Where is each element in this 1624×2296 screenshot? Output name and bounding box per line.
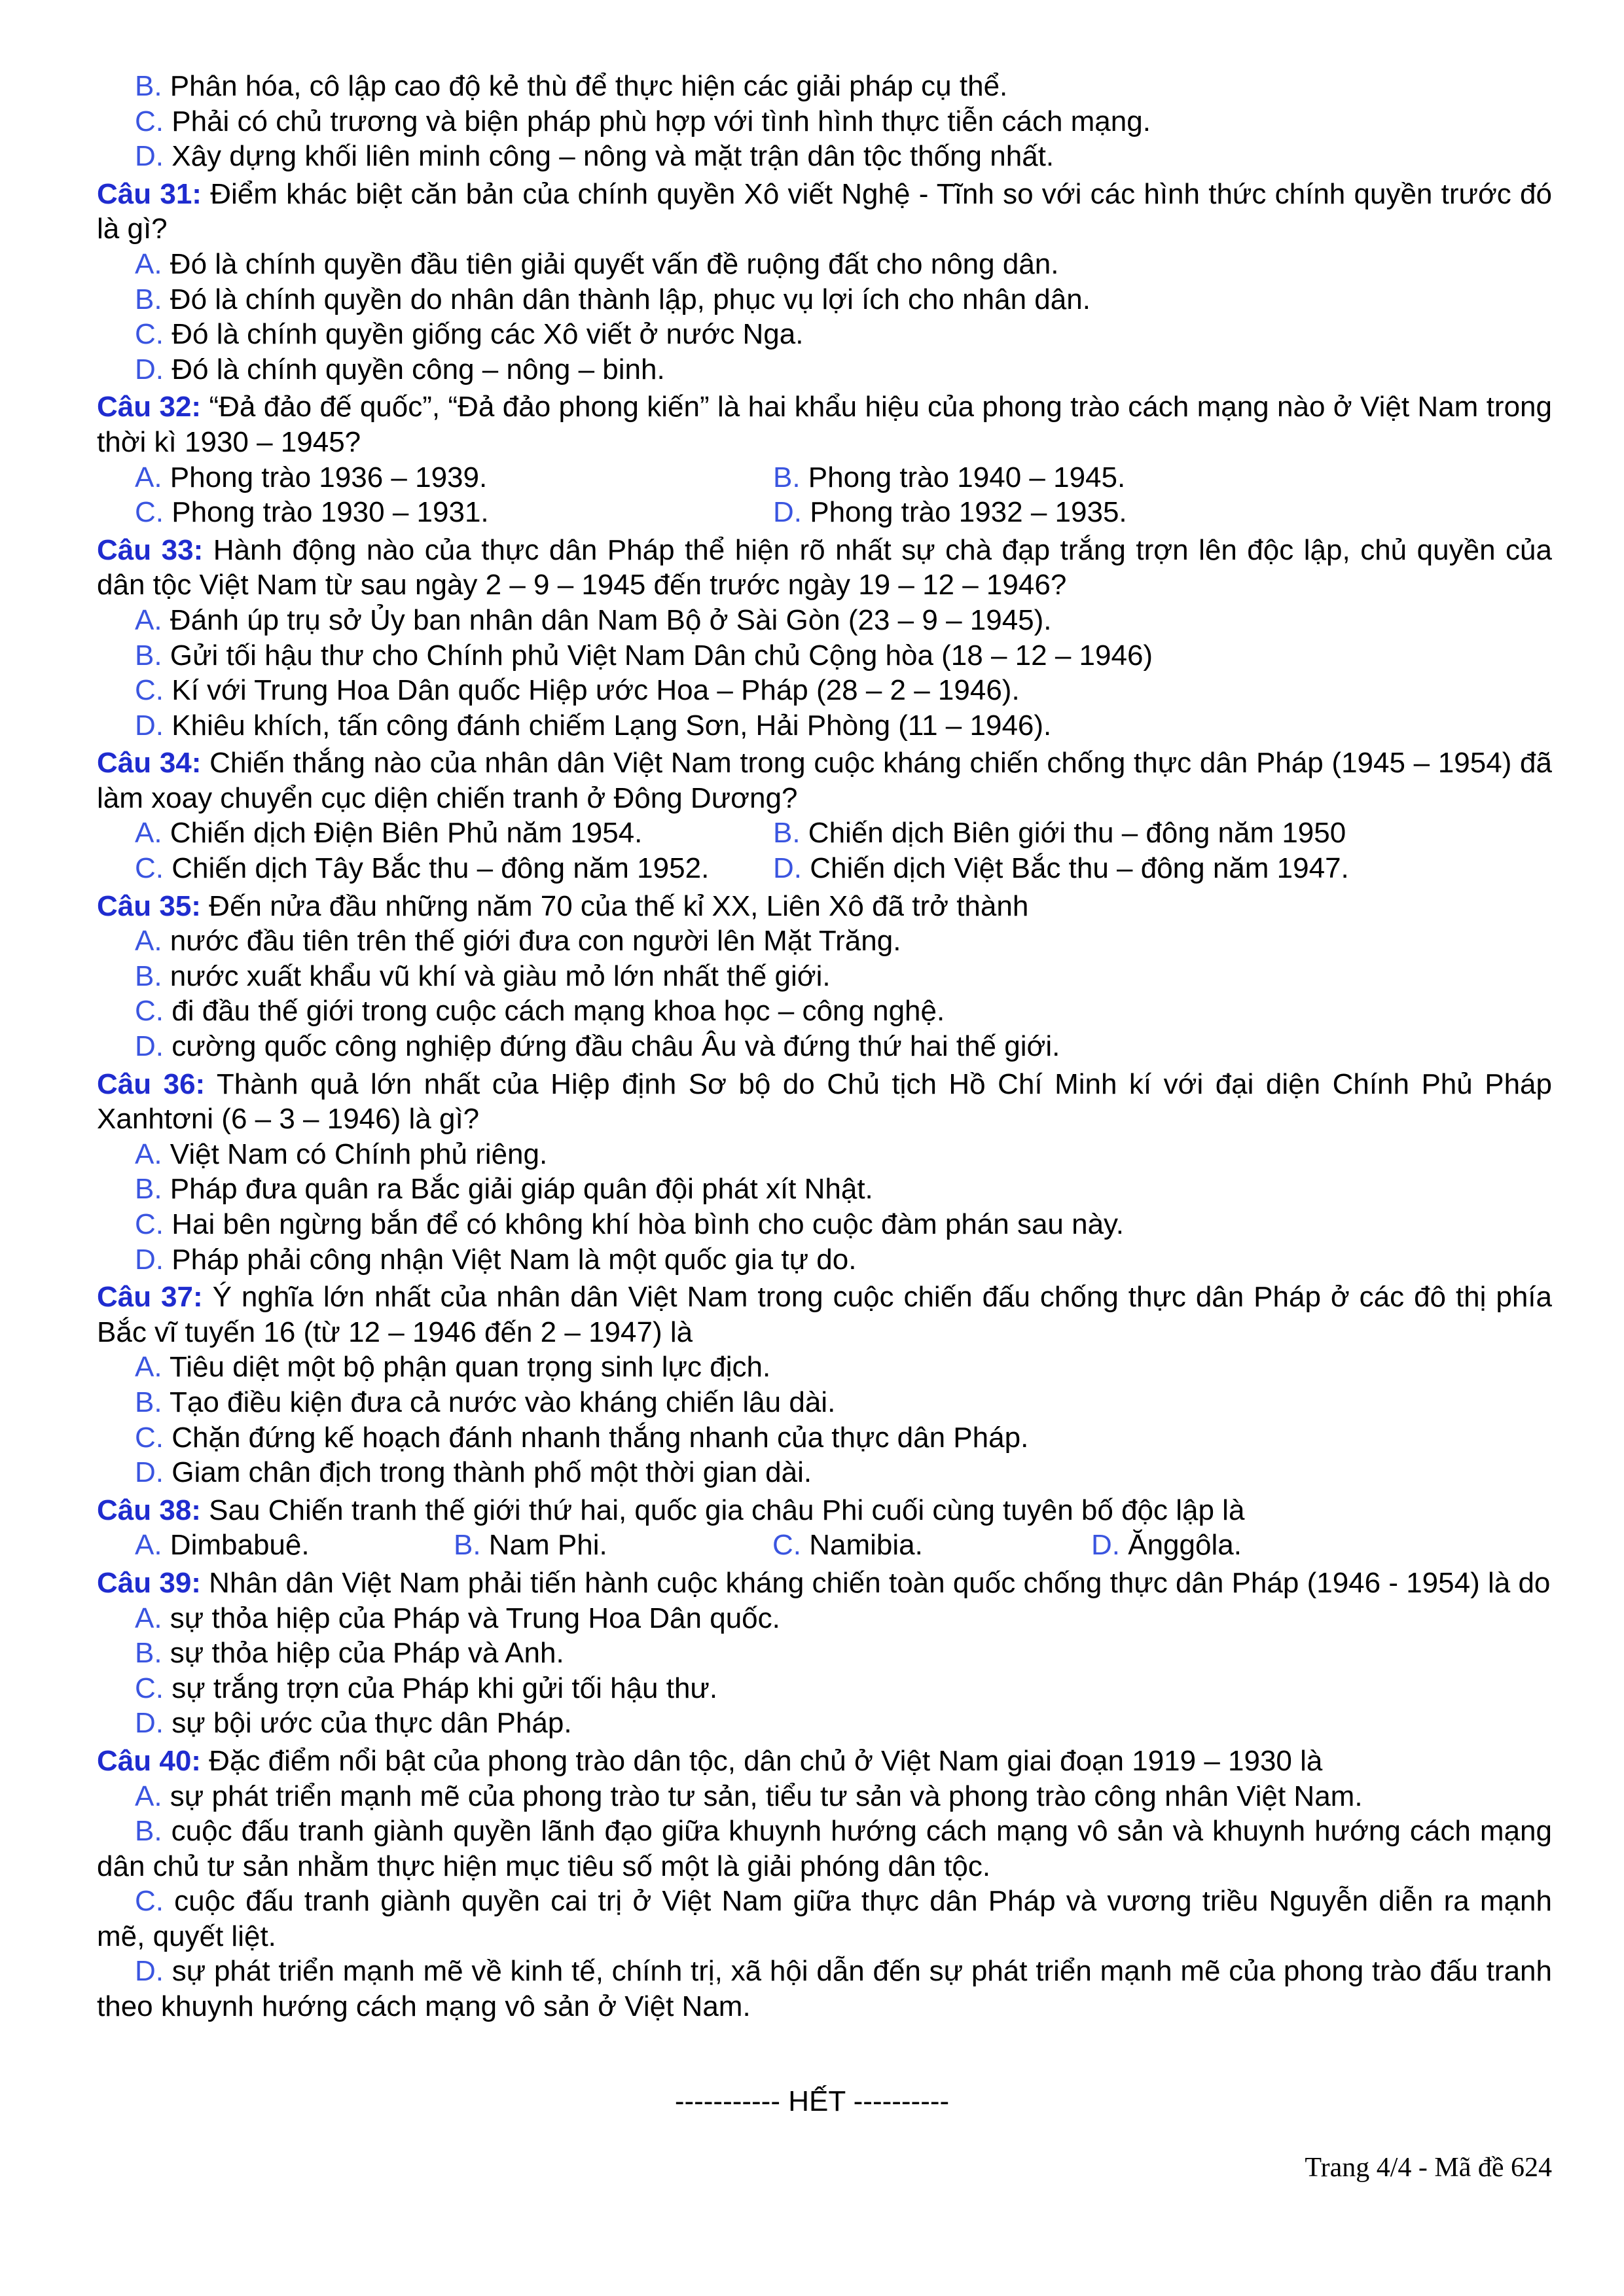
option-c bbox=[135, 851, 773, 886]
option-text: Phong trào 1940 – 1945. bbox=[800, 461, 1126, 493]
option-text: Chặn đứng kế hoạch đánh nhanh thắng nhanh của thực dân Pháp. bbox=[164, 1421, 1029, 1454]
question-stem bbox=[97, 1067, 1552, 1137]
option-b bbox=[135, 959, 1552, 994]
option-label: B. bbox=[135, 1173, 162, 1206]
question-35 bbox=[97, 889, 1552, 1064]
option-text: Việt Nam có Chính phủ riêng. bbox=[162, 1138, 548, 1170]
option-row bbox=[97, 460, 1552, 495]
option-b bbox=[97, 1814, 1552, 1884]
question-text: Đặc điểm nổi bật của phong trào dân tộc, dân chủ ở Việt Nam giai đoạn 1919 – 1930 là bbox=[200, 1744, 1323, 1777]
question-stem bbox=[97, 533, 1552, 603]
option-d bbox=[773, 851, 1411, 886]
option-label: A. bbox=[135, 1602, 162, 1634]
option-label: B. bbox=[135, 960, 162, 992]
end-marker: ----------- HẾT ---------- bbox=[674, 2085, 950, 2117]
question-options bbox=[97, 1137, 1552, 1277]
option-text: Ănggôla. bbox=[1120, 1529, 1242, 1562]
option-d bbox=[135, 1706, 1552, 1741]
option-b bbox=[135, 1172, 1552, 1207]
option-a bbox=[135, 1350, 1552, 1385]
option-label: A. bbox=[135, 1529, 162, 1562]
question-text: Chiến thắng nào của nhân dân Việt Nam trong cuộc kháng chiến chống thực dân Pháp (1945 – 1954) đã làm xoay chuyển cục diện chiến tranh ở Đông Dương? bbox=[97, 747, 1552, 814]
option-b bbox=[135, 282, 1552, 317]
question-label: Câu 40: bbox=[97, 1744, 201, 1777]
option-d bbox=[135, 139, 1552, 174]
option-label: A. bbox=[135, 1138, 162, 1170]
question-label: Câu 36: bbox=[97, 1067, 206, 1100]
option-text: Hai bên ngừng bắn để có không khí hòa bình cho cuộc đàm phán sau này. bbox=[164, 1208, 1125, 1240]
option-text: Phong trào 1932 – 1935. bbox=[802, 496, 1127, 529]
option-a bbox=[135, 1601, 1552, 1636]
option-label: A. bbox=[135, 1351, 162, 1384]
option-label: A. bbox=[135, 461, 162, 493]
option-text: đi đầu thế giới trong cuộc cách mạng khoa học – công nghệ. bbox=[164, 995, 945, 1028]
option-text: Phân hóa, cô lập cao độ kẻ thù để thực hiện các giải pháp cụ thể. bbox=[162, 70, 1008, 102]
option-d bbox=[773, 495, 1411, 530]
option-text: Chiến dịch Tây Bắc thu – đông năm 1952. bbox=[164, 852, 710, 885]
option-label: C. bbox=[135, 496, 164, 529]
option-label: C. bbox=[135, 852, 164, 885]
question-stem bbox=[97, 1744, 1552, 1779]
option-label: A. bbox=[135, 1780, 162, 1812]
option-text: Đánh úp trụ sở Ủy ban nhân dân Nam Bộ ở Sài Gòn (23 – 9 – 1945). bbox=[162, 603, 1052, 636]
option-label: B. bbox=[135, 70, 162, 102]
option-row bbox=[97, 495, 1552, 530]
option-text: Tiêu diệt một bộ phận quan trọng sinh lực địch. bbox=[162, 1351, 771, 1384]
option-label: D. bbox=[135, 140, 164, 173]
question-stem bbox=[97, 177, 1552, 247]
question-stem bbox=[97, 745, 1552, 816]
option-label: C. bbox=[135, 674, 164, 707]
option-a bbox=[135, 247, 1552, 282]
option-text: sự phát triển mạnh mẽ về kinh tế, chính trị, xã hội dẫn đến sự phát triển mạnh mẽ của phong trào đấu tranh theo khuynh hướng cách mạng vô sản ở Việt Nam. bbox=[97, 1955, 1552, 2023]
option-label: A. bbox=[135, 247, 162, 280]
option-text: Namibia. bbox=[801, 1529, 923, 1562]
question-31 bbox=[97, 177, 1552, 387]
question-options bbox=[97, 1601, 1552, 1741]
question-38 bbox=[97, 1493, 1552, 1563]
option-label: D. bbox=[135, 709, 164, 742]
page-footer: Trang 4/4 - Mã đề 624 bbox=[1305, 2153, 1552, 2183]
option-text: sự thỏa hiệp của Pháp và Trung Hoa Dân quốc. bbox=[162, 1602, 780, 1634]
option-label: A. bbox=[135, 925, 162, 958]
option-b bbox=[135, 1385, 1552, 1420]
option-text: Dimbabuê. bbox=[162, 1529, 310, 1562]
question-text: Hành động nào của thực dân Pháp thể hiện rõ nhất sự chà đạp trắng trợn lên độc lập, chủ quyền của dân tộc Việt Nam từ sau ngày 2 – 9 – 1945 đến trước ngày 19 – 12 – 1946? bbox=[97, 533, 1552, 601]
option-d bbox=[135, 1029, 1552, 1064]
option-label: C. bbox=[135, 1885, 164, 1918]
option-label: D. bbox=[135, 353, 164, 386]
option-label: C. bbox=[135, 1208, 164, 1240]
option-text: sự trắng trợn của Pháp khi gửi tối hậu thư. bbox=[164, 1672, 718, 1704]
question-options bbox=[97, 924, 1552, 1064]
option-text: sự phát triển mạnh mẽ của phong trào tư sản, tiểu tư sản và phong trào công nhân Việt Nam. bbox=[162, 1780, 1363, 1812]
option-label: B. bbox=[135, 1815, 162, 1848]
option-d bbox=[135, 1242, 1552, 1278]
question-40 bbox=[97, 1744, 1552, 2024]
option-text: Pháp đưa quân ra Bắc giải giáp quân đội phát xít Nhật. bbox=[162, 1173, 873, 1206]
question-stem bbox=[97, 889, 1552, 924]
option-text: nước xuất khẩu vũ khí và giàu mỏ lớn nhất thế giới. bbox=[162, 960, 831, 992]
option-c bbox=[97, 1884, 1552, 1954]
option-c bbox=[135, 317, 1552, 352]
option-b bbox=[135, 69, 1552, 104]
option-label: B. bbox=[454, 1529, 481, 1562]
question-label: Câu 33: bbox=[97, 533, 204, 566]
option-text: Xây dựng khối liên minh công – nông và mặt trận dân tộc thống nhất. bbox=[164, 140, 1055, 173]
option-a bbox=[135, 460, 773, 495]
question-label: Câu 32: bbox=[97, 391, 202, 423]
option-label: D. bbox=[135, 1456, 164, 1489]
question-text: “Đả đảo đế quốc”, “Đả đảo phong kiến” là hai khẩu hiệu của phong trào cách mạng nào ở Việt Nam trong thời kì 1930 – 1945? bbox=[97, 391, 1552, 458]
option-label: C. bbox=[135, 995, 164, 1028]
option-d bbox=[1091, 1528, 1410, 1563]
option-text: sự thỏa hiệp của Pháp và Anh. bbox=[162, 1637, 564, 1670]
question-label: Câu 38: bbox=[97, 1494, 201, 1526]
option-label: C. bbox=[135, 1672, 164, 1704]
option-c bbox=[135, 1671, 1552, 1706]
option-label: A. bbox=[135, 817, 162, 850]
option-text: Khiêu khích, tấn công đánh chiếm Lạng Sơn, Hải Phòng (11 – 1946). bbox=[164, 709, 1052, 742]
question-label: Câu 37: bbox=[97, 1281, 203, 1314]
option-text: Giam chân địch trong thành phố một thời gian dài. bbox=[164, 1456, 812, 1489]
option-a bbox=[135, 924, 1552, 959]
option-c bbox=[135, 1420, 1552, 1456]
question-text: Sau Chiến tranh thế giới thứ hai, quốc gia châu Phi cuối cùng tuyên bố độc lập là bbox=[200, 1494, 1245, 1526]
option-a bbox=[135, 816, 773, 851]
option-b bbox=[135, 1636, 1552, 1671]
option-label: D. bbox=[773, 496, 802, 529]
option-c bbox=[135, 495, 773, 530]
option-text: Pháp phải công nhận Việt Nam là một quốc gia tự do. bbox=[164, 1243, 857, 1276]
option-label: C. bbox=[135, 318, 164, 351]
option-d bbox=[97, 1954, 1552, 2024]
option-a bbox=[135, 603, 1552, 638]
question-label: Câu 34: bbox=[97, 747, 202, 780]
question-options bbox=[97, 1779, 1552, 2024]
option-text: Đó là chính quyền đầu tiên giải quyết vấn đề ruộng đất cho nông dân. bbox=[162, 247, 1059, 280]
option-b bbox=[135, 638, 1552, 673]
question-options bbox=[97, 603, 1552, 743]
question-33 bbox=[97, 533, 1552, 744]
option-c bbox=[772, 1528, 1091, 1563]
question-34 bbox=[97, 745, 1552, 886]
question-text: Nhân dân Việt Nam phải tiến hành cuộc kháng chiến toàn quốc chống thực dân Pháp (1946 - 1954) là do bbox=[200, 1566, 1551, 1599]
option-text: Chiến dịch Biên giới thu – đông năm 1950 bbox=[800, 817, 1346, 850]
option-text: cường quốc công nghiệp đứng đầu châu Âu và đứng thứ hai thế giới. bbox=[164, 1030, 1060, 1063]
option-text: nước đầu tiên trên thế giới đưa con người lên Mặt Trăng. bbox=[162, 925, 901, 958]
option-label: B. bbox=[135, 1386, 162, 1418]
question-39 bbox=[97, 1566, 1552, 1741]
option-text: Gửi tối hậu thư cho Chính phủ Việt Nam Dân chủ Cộng hòa (18 – 12 – 1946) bbox=[162, 639, 1153, 672]
question-37 bbox=[97, 1280, 1552, 1490]
option-a bbox=[135, 1528, 454, 1563]
option-text: Chiến dịch Việt Bắc thu – đông năm 1947. bbox=[802, 852, 1349, 885]
option-label: C. bbox=[135, 1421, 164, 1454]
option-text: cuộc đấu tranh giành quyền cai trị ở Việt Nam giữa thực dân Pháp và vương triều Nguyễn diễn ra mạnh mẽ, quyết liệt. bbox=[97, 1885, 1552, 1952]
question-36 bbox=[97, 1067, 1552, 1278]
option-label: D. bbox=[135, 1030, 164, 1063]
option-label: C. bbox=[772, 1529, 801, 1562]
q30-options bbox=[97, 69, 1552, 174]
option-label: B. bbox=[135, 1637, 162, 1670]
option-c bbox=[135, 1207, 1552, 1242]
question-text: Thành quả lớn nhất của Hiệp định Sơ bộ do Chủ tịch Hồ Chí Minh kí với đại diện Chính Phủ Pháp Xanhtơni (6 – 3 – 1946) là gì? bbox=[97, 1067, 1552, 1136]
question-text: Ý nghĩa lớn nhất của nhân dân Việt Nam trong cuộc chiến đấu chống thực dân Pháp ở các đô thị phía Bắc vĩ tuyến 16 (từ 12 – 1946 đến 2 – 1947) là bbox=[97, 1281, 1552, 1348]
question-label: Câu 31: bbox=[97, 177, 202, 210]
option-c bbox=[135, 994, 1552, 1029]
question-label: Câu 35: bbox=[97, 889, 201, 922]
option-label: C. bbox=[135, 105, 164, 137]
option-text: Phải có chủ trương và biện pháp phù hợp với tình hình thực tiễn cách mạng. bbox=[164, 105, 1151, 137]
option-c bbox=[135, 673, 1552, 708]
option-text: Chiến dịch Điện Biên Phủ năm 1954. bbox=[162, 817, 643, 850]
option-text: Đó là chính quyền công – nông – binh. bbox=[164, 353, 665, 386]
question-options bbox=[97, 247, 1552, 387]
option-d bbox=[135, 1455, 1552, 1490]
option-text: Đó là chính quyền do nhân dân thành lập, phục vụ lợi ích cho nhân dân. bbox=[162, 283, 1091, 315]
option-d bbox=[135, 708, 1552, 744]
option-row bbox=[97, 816, 1552, 851]
option-text: Kí với Trung Hoa Dân quốc Hiệp ước Hoa – Pháp (28 – 2 – 1946). bbox=[164, 674, 1020, 707]
option-label: D. bbox=[135, 1243, 164, 1276]
option-label: D. bbox=[1091, 1529, 1120, 1562]
question-text: Điểm khác biệt căn bản của chính quyền Xô viết Nghệ - Tĩnh so với các hình thức chính quyền trước đó là gì? bbox=[97, 177, 1552, 245]
option-label: B. bbox=[135, 283, 162, 315]
option-label: D. bbox=[773, 852, 802, 885]
option-row bbox=[97, 851, 1552, 886]
option-text: cuộc đấu tranh giành quyền lãnh đạo giữa khuynh hướng cách mạng vô sản và khuynh hướng cách mạng dân chủ tư sản nhằm thực hiện mục tiêu số một là giải phóng dân tộc. bbox=[97, 1815, 1552, 1882]
option-d bbox=[135, 352, 1552, 387]
option-b bbox=[773, 460, 1411, 495]
option-label: B. bbox=[773, 461, 801, 493]
question-stem bbox=[97, 1493, 1552, 1528]
question-stem bbox=[97, 389, 1552, 459]
question-options bbox=[97, 1350, 1552, 1490]
option-c bbox=[135, 104, 1552, 139]
option-label: B. bbox=[773, 817, 801, 850]
question-stem bbox=[97, 1566, 1552, 1601]
option-label: B. bbox=[135, 639, 162, 672]
option-b bbox=[454, 1528, 772, 1563]
option-text: Tạo điều kiện đưa cả nước vào kháng chiến lâu dài. bbox=[162, 1386, 836, 1418]
question-text: Đến nửa đầu những năm 70 của thế kỉ XX, Liên Xô đã trở thành bbox=[200, 889, 1029, 922]
option-text: Nam Phi. bbox=[480, 1529, 607, 1562]
option-text: Phong trào 1930 – 1931. bbox=[164, 496, 489, 529]
option-label: D. bbox=[135, 1707, 164, 1740]
question-label: Câu 39: bbox=[97, 1566, 201, 1599]
option-a bbox=[135, 1137, 1552, 1172]
question-stem bbox=[97, 1280, 1552, 1350]
option-row bbox=[97, 1528, 1552, 1563]
option-text: Phong trào 1936 – 1939. bbox=[162, 461, 488, 493]
option-label: A. bbox=[135, 603, 162, 636]
option-b bbox=[773, 816, 1411, 851]
option-a bbox=[97, 1779, 1552, 1814]
option-text: sự bội ước của thực dân Pháp. bbox=[164, 1707, 572, 1740]
question-32 bbox=[97, 389, 1552, 529]
option-text: Đó là chính quyền giống các Xô viết ở nước Nga. bbox=[164, 318, 804, 351]
option-label: D. bbox=[135, 1955, 164, 1988]
